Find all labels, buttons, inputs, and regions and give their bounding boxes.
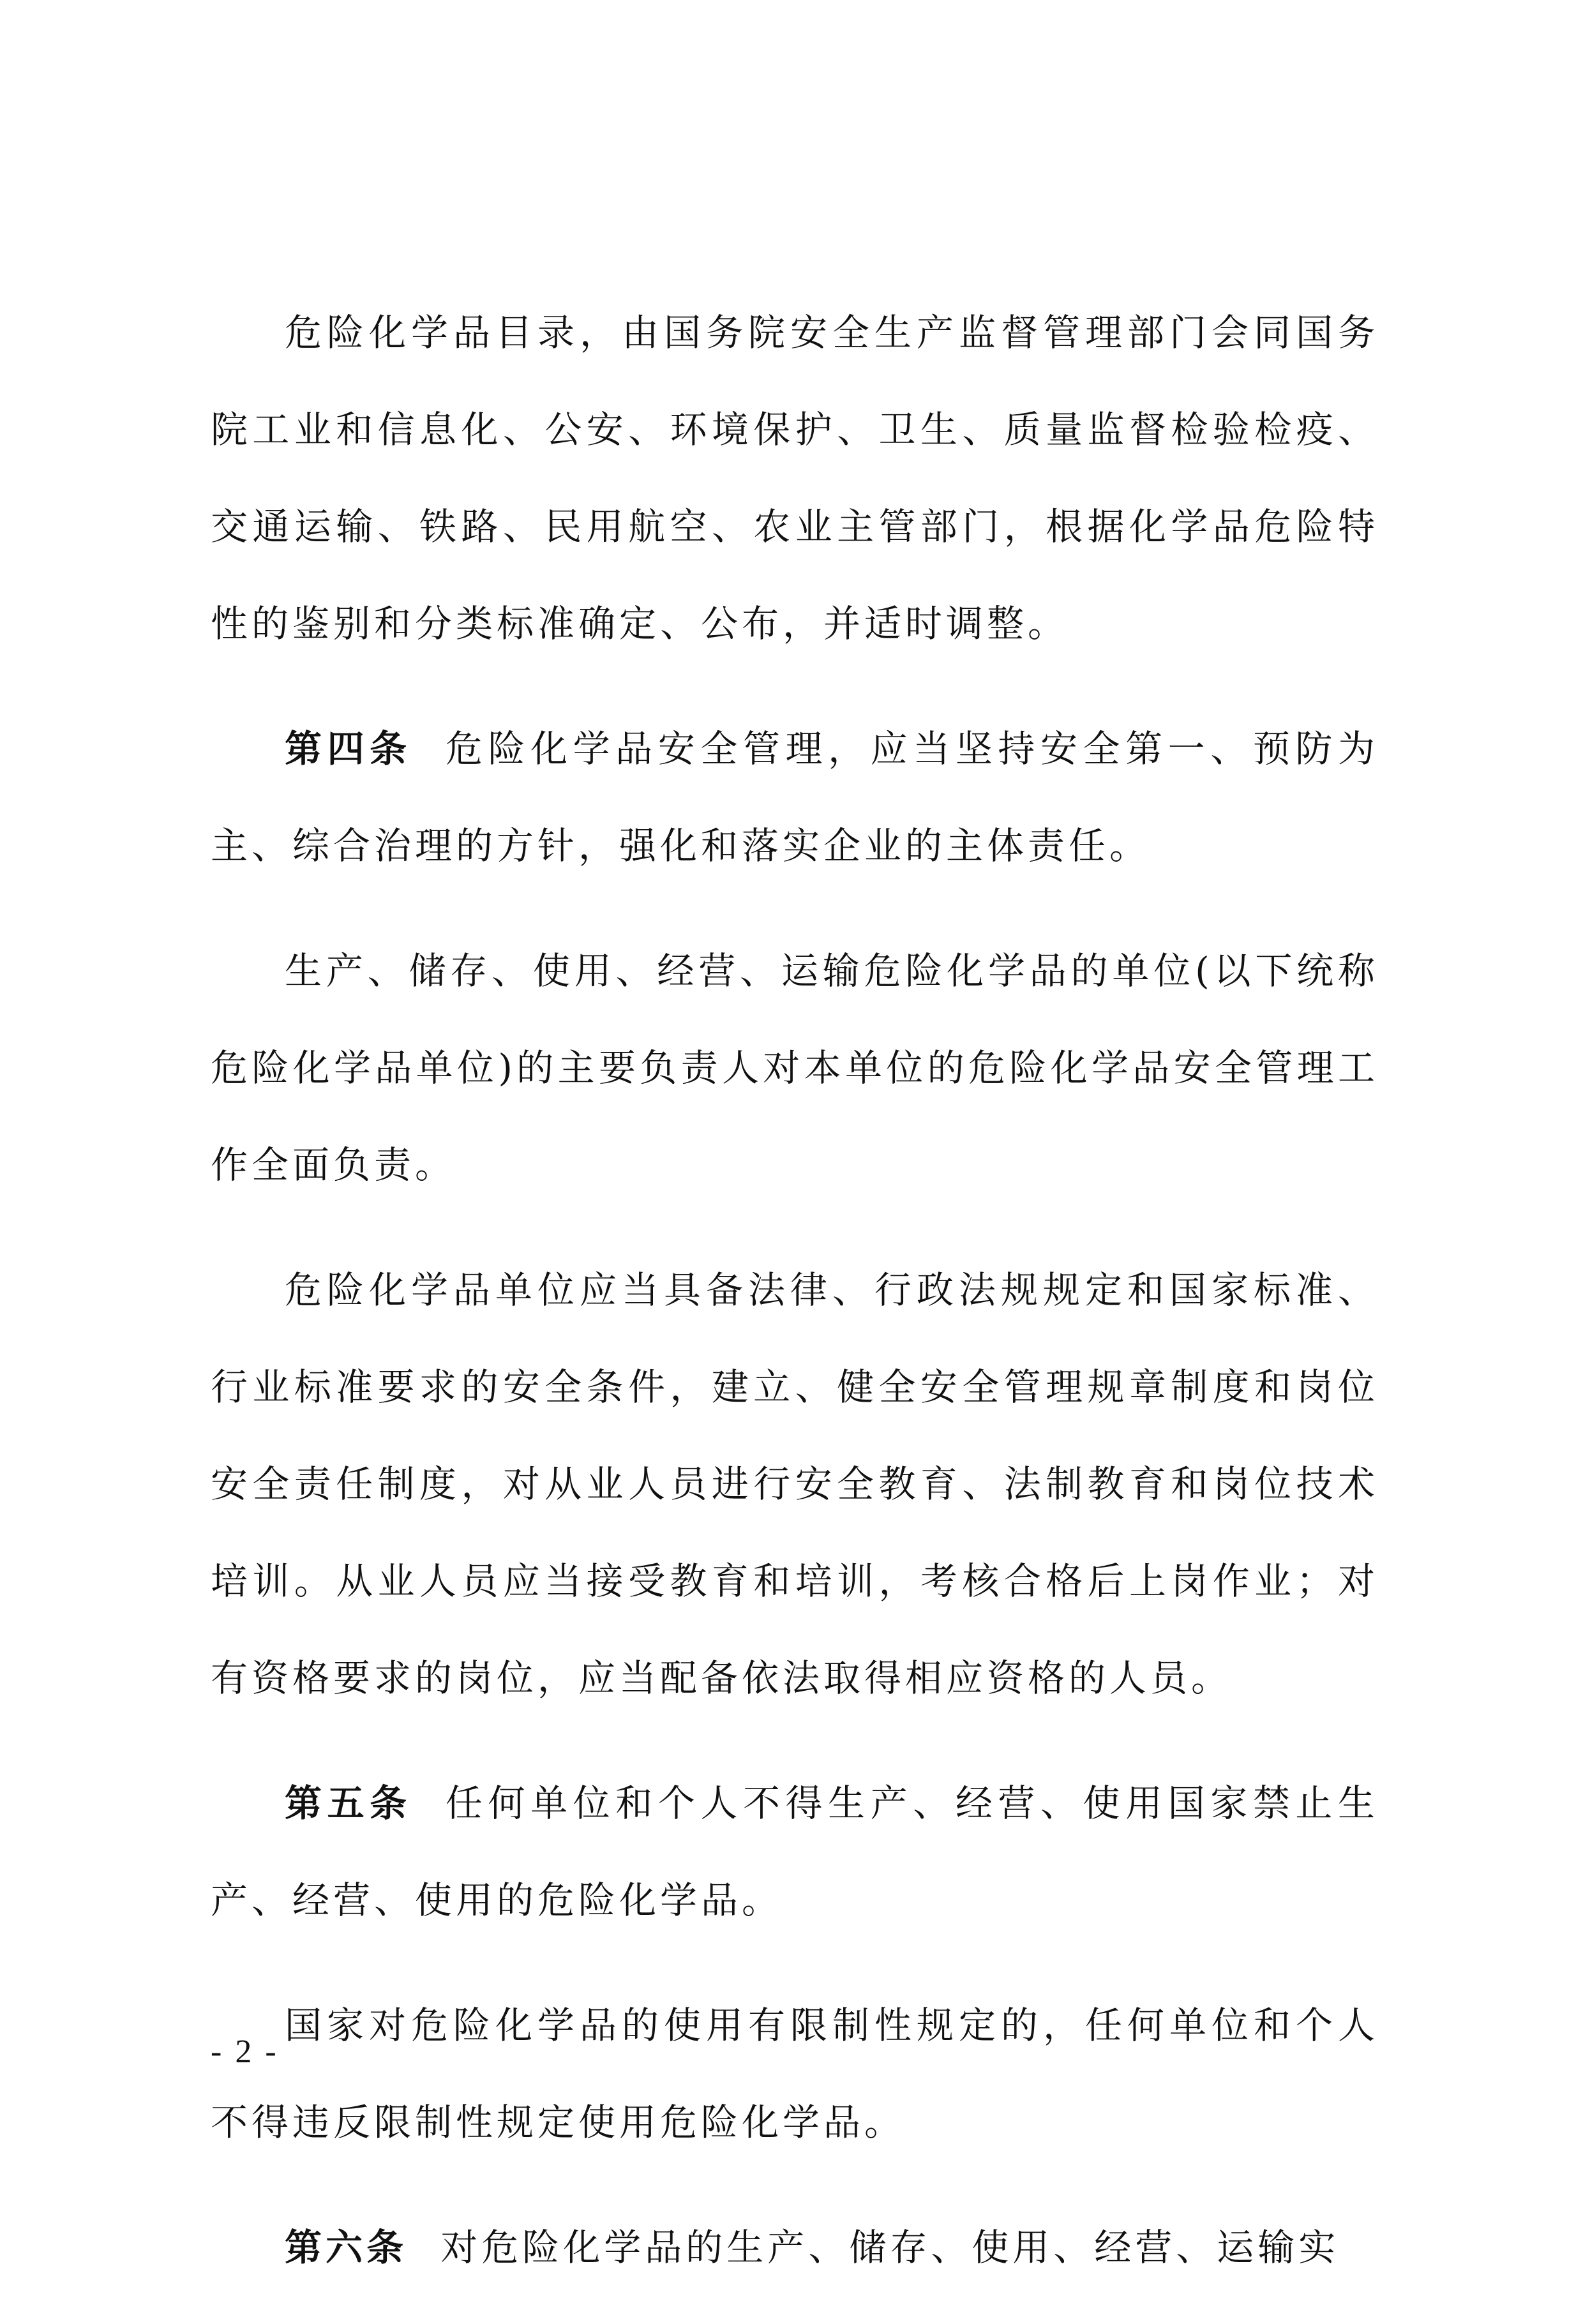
paragraph bbox=[211, 284, 1379, 672]
article-paragraph bbox=[211, 700, 1379, 894]
article-paragraph bbox=[211, 1755, 1379, 1949]
document-body bbox=[211, 284, 1379, 2324]
paragraph-text: 危险化学品目录，由国务院安全生产监督管理部门会同国务院工业和信息化、公安、环境保护、卫生、质量监督检验检疫、交通运输、铁路、民用航空、农业主管部门，根据化学品危险特性的鉴别和分类标准确定、公布，并适时调整。 bbox=[211, 311, 1379, 645]
paragraph-text: 危险化学品单位应当具备法律、行政法规规定和国家标准、行业标准要求的安全条件，建立、健全安全管理规章制度和岗位安全责任制度，对从业人员进行安全教育、法制教育和岗位技术培训。从业人员应当接受教育和培训，考核合格后上岗作业；对有资格要求的岗位，应当配备依法取得相应资格的人员。 bbox=[211, 1268, 1379, 1700]
paragraph-text: 生产、储存、使用、经营、运输危险化学品的单位(以下统称危险化学品单位)的主要负责人对本单位的危险化学品安全管理工作全面负责。 bbox=[211, 949, 1379, 1187]
paragraph-text: 国家对危险化学品的使用有限制性规定的，任何单位和个人不得违反限制性规定使用危险化学品。 bbox=[211, 2004, 1379, 2144]
paragraph-text: 危险化学品安全管理，应当坚持安全第一、预防为主、综合治理的方针，强化和落实企业的主体责任。 bbox=[211, 727, 1379, 867]
paragraph bbox=[211, 1241, 1379, 1727]
page-number: - 2 - bbox=[211, 2034, 279, 2070]
article-label: 第五条 bbox=[285, 1781, 412, 1825]
paragraph bbox=[211, 922, 1379, 1213]
article-paragraph bbox=[211, 2199, 1379, 2296]
paragraph-text: 任何单位和个人不得生产、经营、使用国家禁止生产、经营、使用的危险化学品。 bbox=[211, 1781, 1379, 1922]
paragraph bbox=[211, 1977, 1379, 2171]
paragraph-text: 对危险化学品的生产、储存、使用、经营、运输实 bbox=[440, 2226, 1340, 2269]
article-label: 第四条 bbox=[285, 727, 412, 770]
article-label: 第六条 bbox=[285, 2226, 408, 2269]
